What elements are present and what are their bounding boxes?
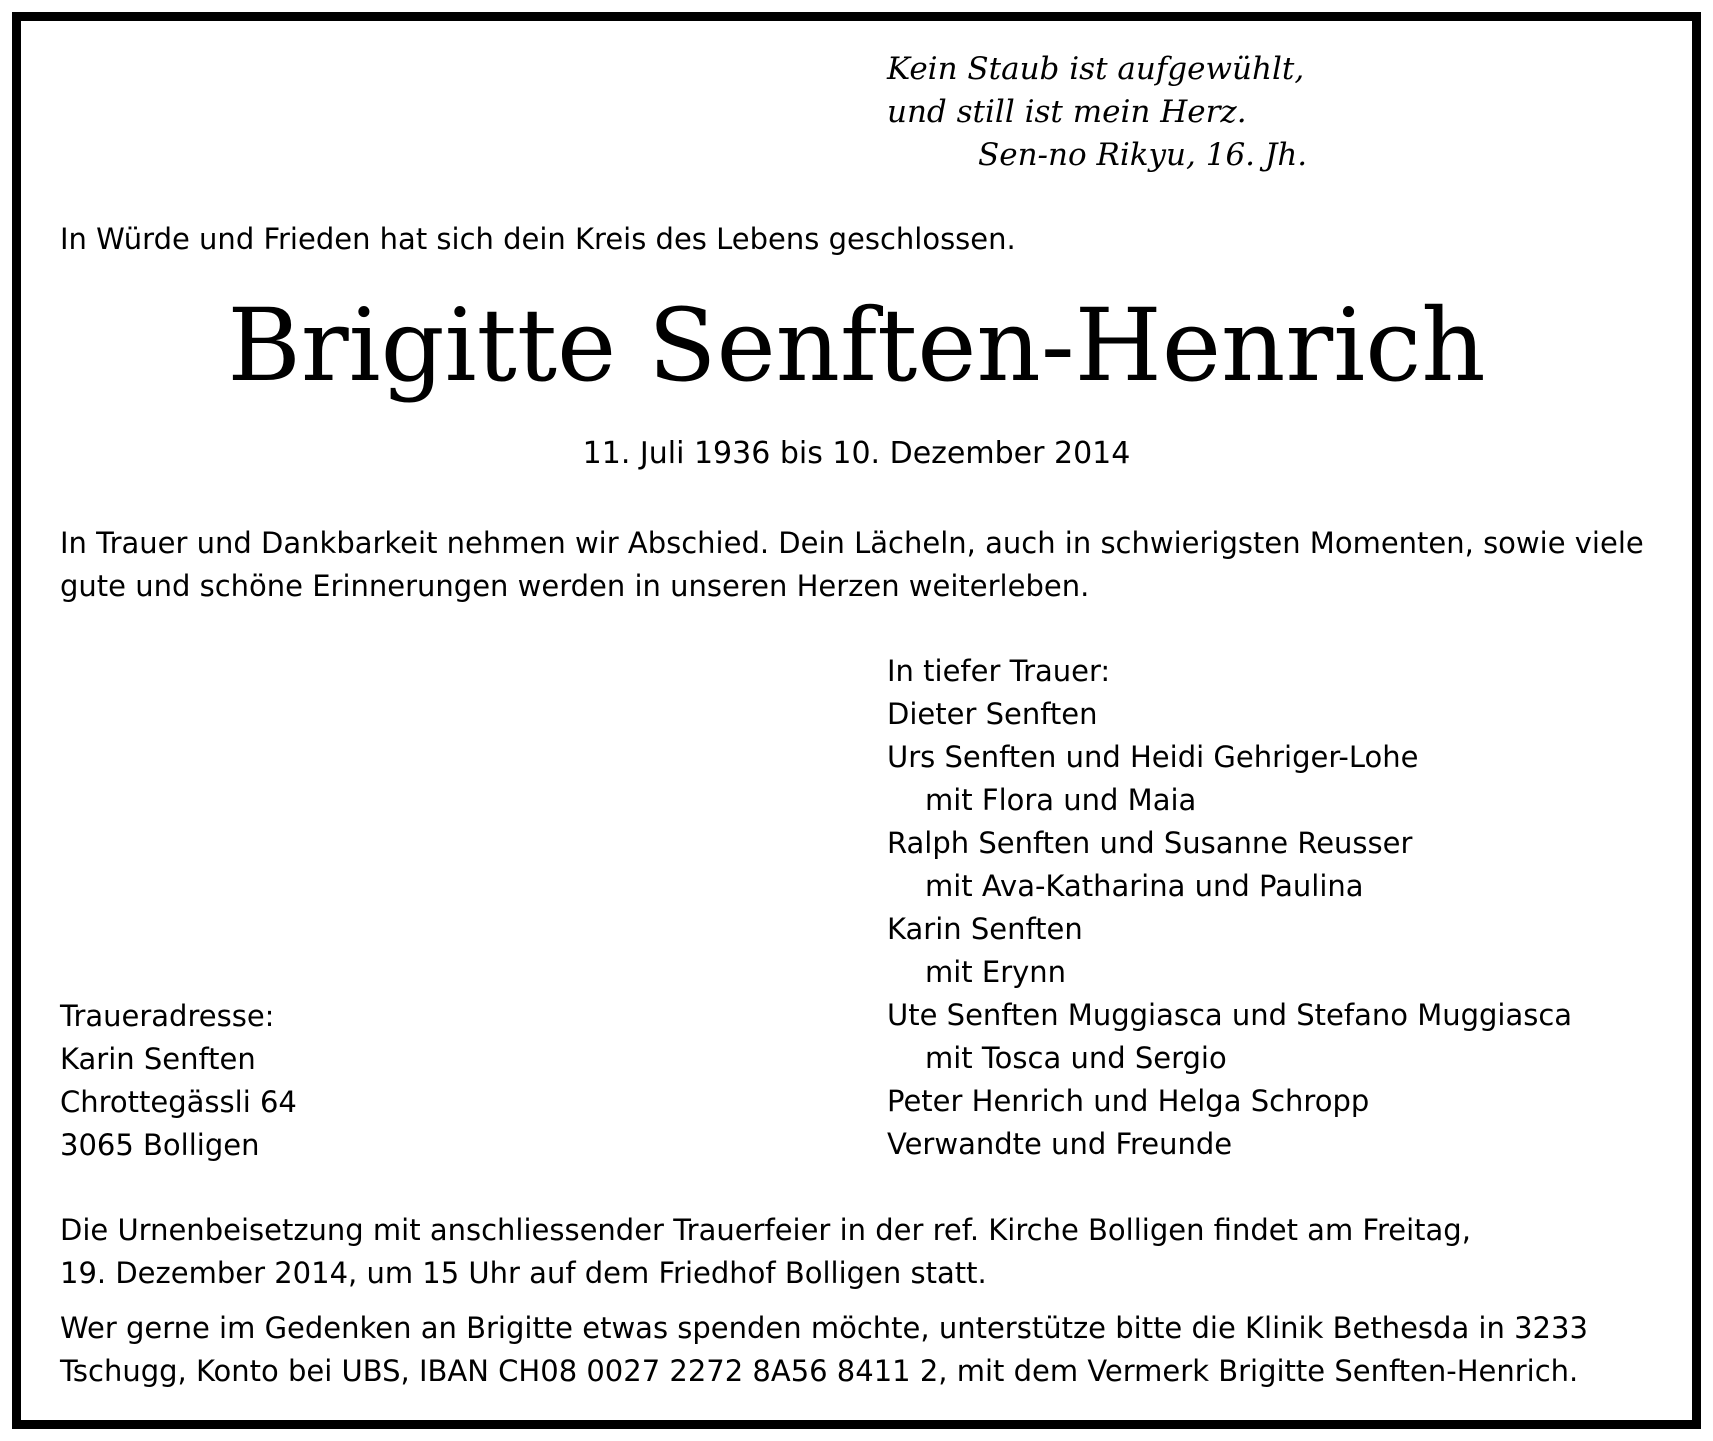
mourner-line: Dieter Senften <box>887 697 1098 731</box>
address-heading: Traueradresse: <box>60 999 275 1033</box>
donation-paragraph <box>60 1307 1653 1393</box>
address-street: Chrottegässli 64 <box>60 1085 297 1119</box>
deceased-name: Brigitte Senften-Henrich <box>227 287 1486 404</box>
mourners-heading: In tiefer Trauer: <box>887 654 1111 688</box>
paragraph-line: 19. Dezember 2014, um 15 Uhr auf dem Friedhof Bolligen statt. <box>60 1256 987 1290</box>
mourner-line: Ute Senften Muggiasca und Stefano Muggiasca <box>887 998 1573 1032</box>
mourner-line: mit Ava-Katharina und Paulina <box>925 869 1364 903</box>
mourner-line: Karin Senften <box>887 912 1083 946</box>
mourners-list <box>887 650 1572 1166</box>
mourner-line: Verwandte und Freunde <box>887 1127 1233 1161</box>
life-dates: 11. Juli 1936 bis 10. Dezember 2014 <box>582 436 1131 471</box>
paragraph-line: gute und schöne Erinnerungen werden in unseren Herzen weiterleben. <box>60 569 1090 603</box>
paragraph-line: Tschugg, Konto bei UBS, IBAN CH08 0027 2272 8A56 8411 2, mit dem Vermerk Brigitte Senften-Henrich. <box>60 1354 1579 1388</box>
paragraph-line: Die Urnenbeisetzung mit anschliessender Trauerfeier in der ref. Kirche Bolligen findet am Freitag, <box>60 1213 1471 1247</box>
quote-line: Kein Staub ist aufgewühlt, <box>887 51 1305 87</box>
quote-attribution: Sen-no Rikyu, 16. Jh. <box>978 137 1308 173</box>
mourner-line: mit Erynn <box>925 955 1067 989</box>
mourner-line: Peter Henrich und Helga Schropp <box>887 1084 1370 1118</box>
mourner-line: mit Tosca und Sergio <box>925 1041 1227 1075</box>
mourner-line: Ralph Senften und Susanne Reusser <box>887 826 1413 860</box>
quote-line: und still ist mein Herz. <box>887 94 1247 130</box>
paragraph-line: Wer gerne im Gedenken an Brigitte etwas spenden möchte, unterstütze bitte die Klinik Bethesda in 3233 <box>60 1311 1588 1345</box>
address-name: Karin Senften <box>60 1042 256 1076</box>
address-city: 3065 Bolligen <box>60 1128 260 1162</box>
ceremony-paragraph <box>60 1209 1653 1295</box>
paragraph-line: In Trauer und Dankbarkeit nehmen wir Abschied. Dein Lächeln, auch in schwierigsten Momenten, sowie viele <box>60 526 1644 560</box>
mourner-line: Urs Senften und Heidi Gehriger-Lohe <box>887 740 1419 774</box>
intro-text: In Würde und Frieden hat sich dein Kreis des Lebens geschlossen. <box>60 222 1016 256</box>
mourner-line: mit Flora und Maia <box>925 783 1197 817</box>
mourning-address <box>60 995 297 1167</box>
epigraph-quote <box>887 48 1307 177</box>
farewell-paragraph <box>60 522 1655 608</box>
